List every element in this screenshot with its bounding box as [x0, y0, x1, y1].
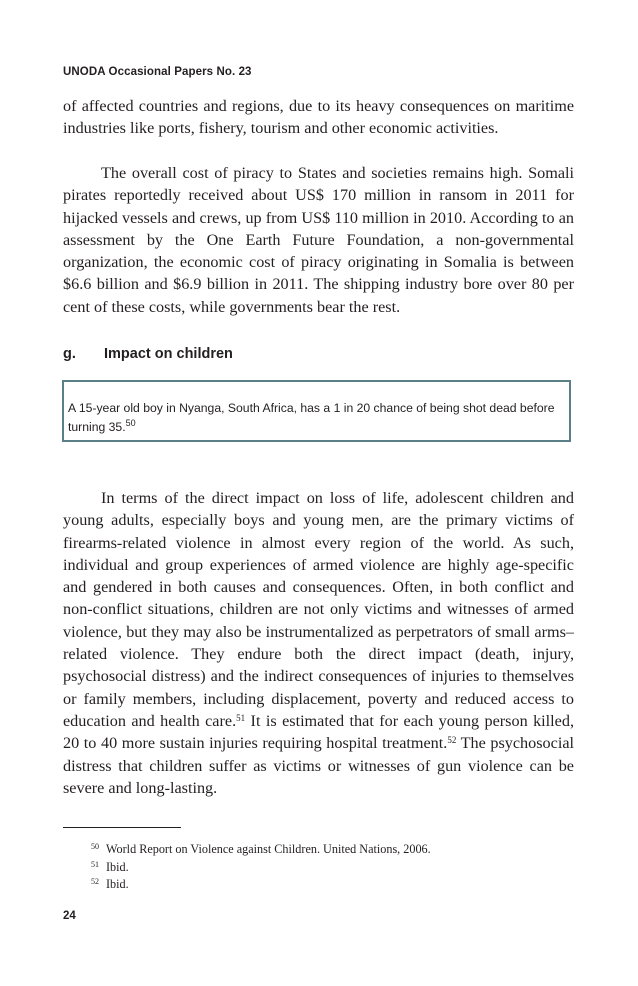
- paragraph-impact-children: [63, 487, 574, 799]
- footnote-number: 50: [91, 842, 99, 851]
- footnotes: [63, 841, 431, 894]
- footnote: [63, 876, 431, 894]
- section-title: Impact on children: [104, 346, 233, 362]
- footnote-text: Ibid.: [106, 859, 129, 874]
- paragraph-text: [63, 487, 574, 799]
- paragraph-piracy-cost: [63, 162, 574, 318]
- paragraph-text-part: It is estimated that for each young person killed, 20 to 40 more sustain injuries requiring hospital treatment.: [63, 711, 574, 753]
- footnote-text: Ibid.: [106, 877, 129, 891]
- running-header: UNODA Occasional Papers No. 23: [63, 66, 252, 78]
- paragraph-text-part: In terms of the direct impact on loss of life, adolescent children and young adults, especially boys and young men, are the primary victims of firearms-related violence in almost every region of the world. As such, individual and group experiences of armed violence are highly age-specific and gendered in both causes and consequences. Often, in both conflict and non-conflict situations, children are not only victims and witnesses of armed violence, but they may also be instrumentalized as perpetrators of small arms–related violence. They endure both the direct impact (death, injury, psychosocial distress) and the indirect consequences of injuries to themselves or family members, including displacement, poverty and reduced access to education and health care.: [63, 489, 574, 730]
- footnote-ref: 52: [447, 735, 457, 746]
- paragraph-text: The overall cost of piracy to States and societies remains high. Somali pirates reportedly received about US$ 170 million in ransom in 2011 for hijacked vessels and crews, up from US$ 110 million in 2010. According to an assessment by the One Earth Future Foundation, a non-governmental organization, the economic cost of piracy originating in Somalia is between $6.6 billion and $6.9 billion in 2011. The shipping industry bore over 80 per cent of these costs, while governments bear the rest.: [63, 164, 574, 316]
- footnote-number: 51: [91, 859, 99, 869]
- footnote: [63, 841, 431, 859]
- footnote-ref: 51: [236, 712, 246, 723]
- paragraph-text: of affected countries and regions, due to its heavy consequences on maritime industries like ports, fishery, tourism and other economic activities.: [63, 97, 574, 138]
- page-number: 24: [63, 910, 76, 922]
- paragraph-text-part: The psychosocial distress that children suffer as victims or witnesses of gun violence can be severe and long-lasting.: [63, 734, 575, 797]
- section-heading: [63, 346, 233, 362]
- section-letter: g.: [63, 346, 76, 362]
- footnote: [63, 859, 431, 877]
- paragraph-piracy-consequences: [63, 95, 574, 140]
- callout-statement: A 15-year old boy in Nyanga, South Africa, has a 1 in 20 chance of being shot dead before turning 35.: [68, 401, 555, 434]
- callout-text: [68, 399, 568, 437]
- footnote-ref: 50: [125, 418, 136, 428]
- footnote-number: 52: [91, 877, 99, 886]
- footnote-text: World Report on Violence against Children. United Nations, 2006.: [106, 842, 431, 856]
- footnote-divider: [63, 827, 181, 828]
